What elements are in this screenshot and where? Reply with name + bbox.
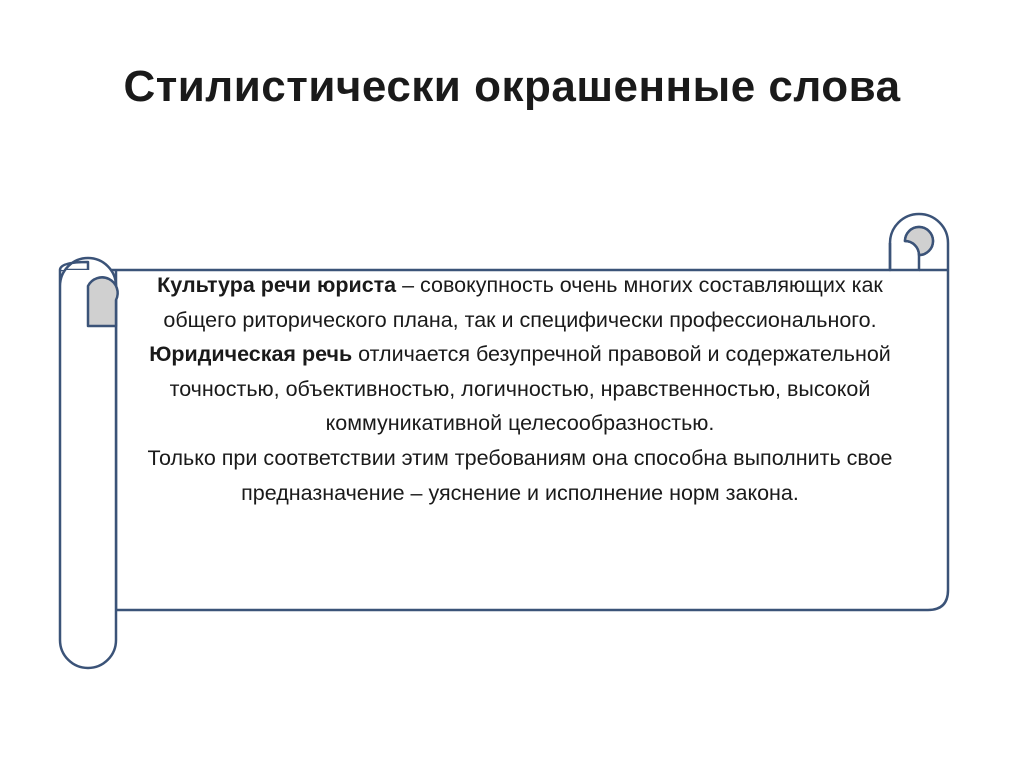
paragraph-legal-speech xyxy=(135,337,905,441)
paragraph-culture-text: – совокупность очень многих составляющих как общего риторического плана, так и специфически профессионального. xyxy=(163,273,883,332)
paragraph-requirements xyxy=(135,441,905,510)
scroll-left-curl xyxy=(88,277,118,326)
scroll-text xyxy=(135,268,905,510)
paragraph-requirements-text: Только при соответствии этим требованиям она способна выполнить свое предназначение – уяснение и исполнение норм закона. xyxy=(147,445,893,505)
slide-title: Стилистически окрашенные слова xyxy=(123,62,901,111)
term-culture: Культура речи юриста xyxy=(157,273,397,297)
paragraph-culture xyxy=(135,268,905,337)
paragraph-legal-speech-text: отличается безупречной правовой и содержательной точностью, объективностью, логичностью, нравственностью, высокой коммуникативной целесообразностью. xyxy=(169,342,891,436)
term-legal-speech: Юридическая речь xyxy=(149,342,353,367)
